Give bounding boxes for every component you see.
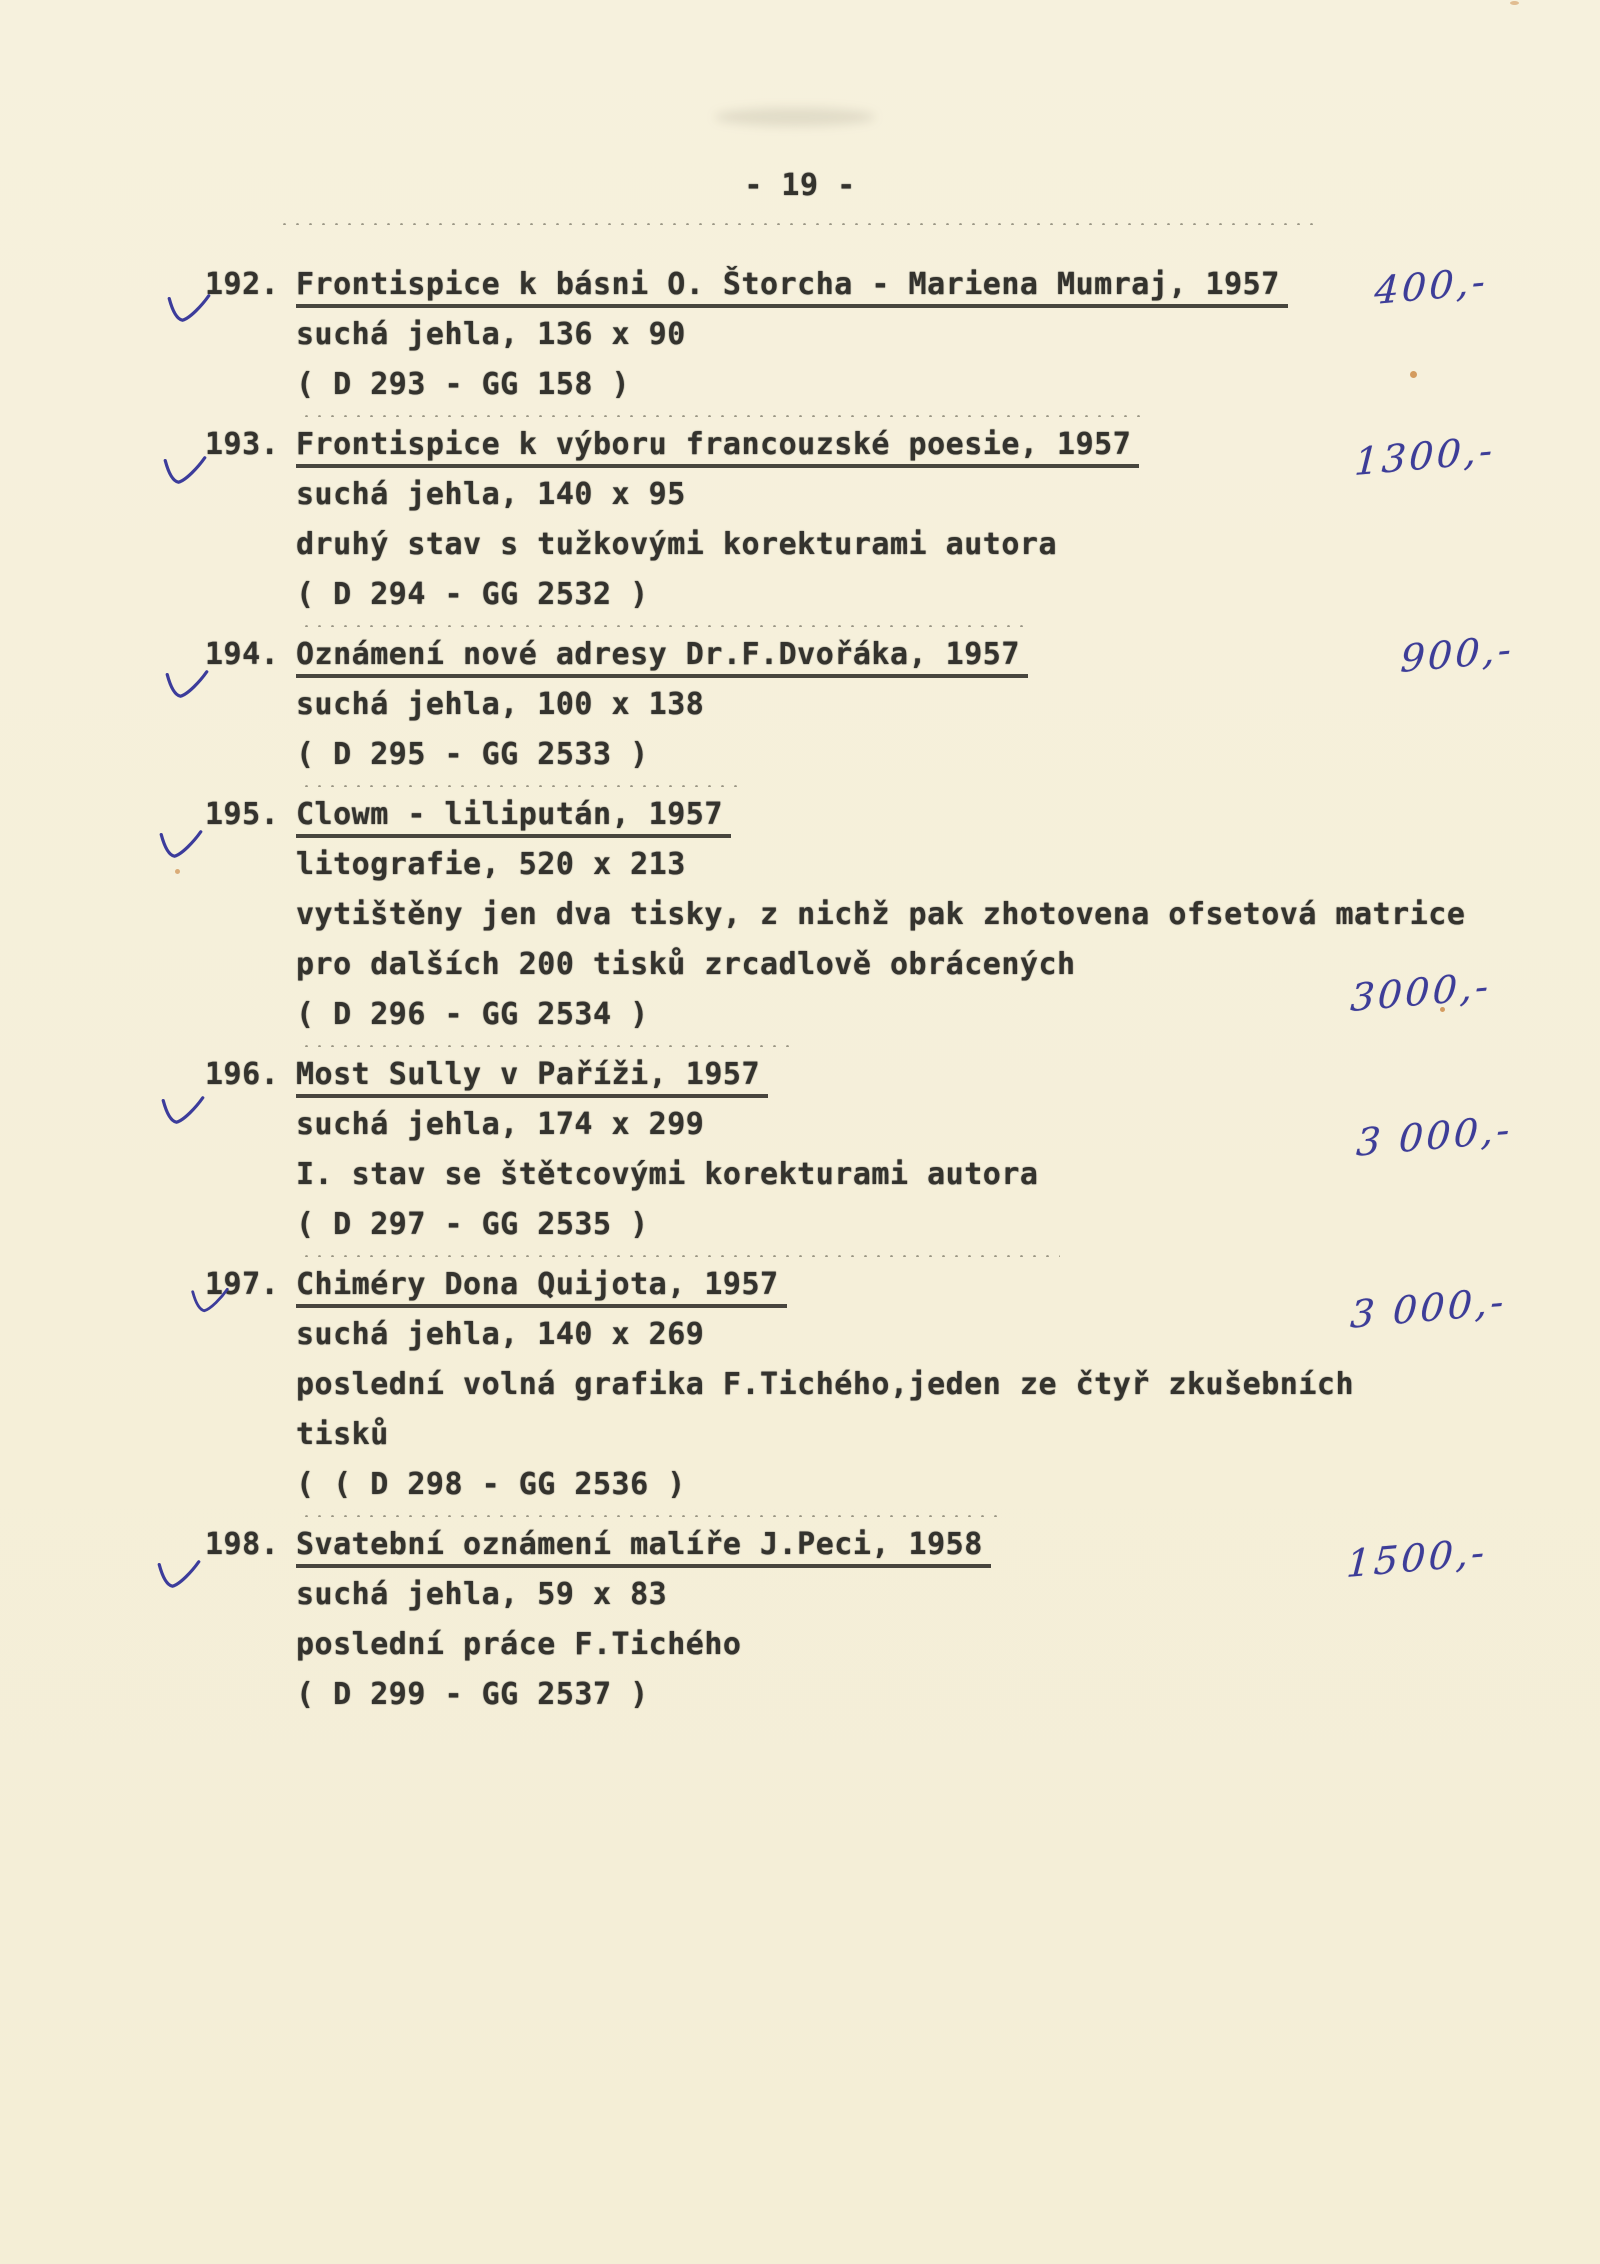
- checkmark-icon: [161, 454, 209, 486]
- checkmark-icon: [165, 292, 213, 324]
- handwritten-price: 900,-: [1399, 627, 1516, 681]
- catalog-entries: [205, 260, 1600, 1720]
- dotted-separator: [278, 222, 1318, 225]
- entry-detail: ( D 293 - GG 158 ): [296, 367, 631, 402]
- catalog-entry: [205, 420, 1600, 627]
- handwritten-price: 3000,-: [1349, 963, 1493, 1021]
- entry-title-line: [205, 630, 1600, 680]
- entry-number: 196.: [205, 1057, 280, 1092]
- entry-title: Most Sully v Paříži, 1957: [296, 1057, 768, 1098]
- handwritten-price: 1500,-: [1345, 1529, 1489, 1587]
- entry-detail: ( D 295 - GG 2533 ): [296, 737, 649, 772]
- dotted-separator: [300, 784, 745, 787]
- entry-title: Svatební oznámení malíře J.Peci, 1958: [296, 1527, 991, 1568]
- paper-smudge: [715, 108, 875, 126]
- checkmark-icon: [159, 1094, 207, 1126]
- entry-number: 198.: [205, 1527, 280, 1562]
- entry-detail: suchá jehla, 59 x 83: [296, 1577, 668, 1612]
- entry-detail: litografie, 520 x 213: [296, 847, 686, 882]
- entry-title: Chiméry Dona Quijota, 1957: [296, 1267, 787, 1308]
- entry-number: 195.: [205, 797, 280, 832]
- entry-detail: ( ( D 298 - GG 2536 ): [296, 1467, 686, 1502]
- catalog-entry: [205, 1520, 1600, 1720]
- dotted-separator: [300, 1514, 1000, 1517]
- entry-title-line: [205, 790, 1600, 840]
- dotted-separator: [300, 624, 1030, 627]
- dotted-separator: [300, 1254, 1060, 1257]
- checkmark-icon: [155, 1558, 203, 1590]
- entry-detail: suchá jehla, 100 x 138: [296, 687, 705, 722]
- catalog-entry: [205, 790, 1600, 1047]
- entry-detail: poslední volná grafika F.Tichého,jeden ze čtyř zkušebních: [296, 1367, 1355, 1402]
- entry-number: 192.: [205, 267, 280, 302]
- entry-detail: suchá jehla, 174 x 299: [296, 1107, 705, 1142]
- catalog-entry: [205, 627, 1600, 787]
- entry-detail: ( D 297 - GG 2535 ): [296, 1207, 649, 1242]
- dotted-separator: [300, 1044, 790, 1047]
- entry-title-line: [205, 1050, 1600, 1100]
- entry-number: 194.: [205, 637, 280, 672]
- handwritten-price: 3 000,-: [1349, 1279, 1508, 1337]
- paper-speck: [1510, 1, 1519, 5]
- entry-detail: tisků: [296, 1417, 389, 1452]
- checkmark-icon: [163, 668, 211, 700]
- handwritten-price: 3 000,-: [1355, 1107, 1514, 1165]
- handwritten-price: 400,-: [1373, 259, 1490, 313]
- checkmark-icon: [189, 1286, 231, 1314]
- handwritten-price: 1300,-: [1353, 427, 1497, 485]
- entry-title: Frontispice k výboru francouzské poesie, 1957: [296, 427, 1139, 468]
- catalog-entry: [205, 1050, 1600, 1257]
- entry-detail: vytištěny jen dva tisky, z nichž pak zhotovena ofsetová matrice: [296, 897, 1466, 932]
- entry-title: Frontispice k básni O. Štorcha - Mariena Mumraj, 1957: [296, 267, 1288, 308]
- entry-detail: pro dalších 200 tisků zrcadlově obrácených: [296, 947, 1076, 982]
- entry-number: 197.: [205, 1267, 280, 1302]
- entry-detail: ( D 299 - GG 2537 ): [296, 1677, 649, 1712]
- page-number: - 19 -: [744, 168, 856, 203]
- entry-detail: suchá jehla, 140 x 95: [296, 477, 686, 512]
- entry-detail: ( D 294 - GG 2532 ): [296, 577, 649, 612]
- entry-detail: poslední práce F.Tichého: [296, 1627, 742, 1662]
- dotted-separator: [300, 414, 1150, 417]
- entry-title: Oznámení nové adresy Dr.F.Dvořáka, 1957: [296, 637, 1028, 678]
- checkmark-icon: [157, 828, 205, 860]
- catalog-entry: [205, 1260, 1600, 1517]
- entry-detail: I. stav se štětcovými korekturami autora: [296, 1157, 1039, 1192]
- entry-number: 193.: [205, 427, 280, 462]
- entry-detail: suchá jehla, 136 x 90: [296, 317, 686, 352]
- entry-title: Clowm - lilipután, 1957: [296, 797, 731, 838]
- catalog-entry: [205, 260, 1600, 417]
- entry-detail: druhý stav s tužkovými korekturami autora: [296, 527, 1058, 562]
- paper-speck: [175, 869, 180, 874]
- entry-detail: suchá jehla, 140 x 269: [296, 1317, 705, 1352]
- entry-detail: ( D 296 - GG 2534 ): [296, 997, 649, 1032]
